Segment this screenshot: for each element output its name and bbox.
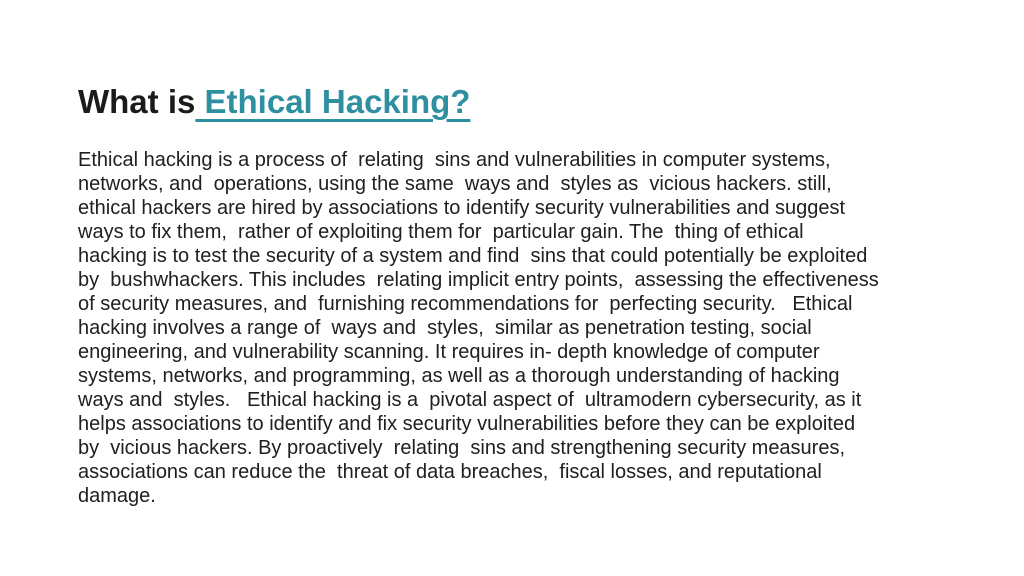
body-line: associations can reduce the threat of data breaches, fiscal losses, and reputational [78, 461, 822, 483]
body-line: damage. [78, 485, 156, 507]
body-line: systems, networks, and programming, as well as a thorough understanding of hacking [78, 365, 840, 387]
body-line: hacking is to test the security of a system and find sins that could potentially be exploited [78, 245, 868, 267]
page-title [78, 83, 470, 121]
title-highlight-link[interactable]: Ethical Hacking? [195, 83, 471, 120]
body-line: by bushwhackers. This includes relating implicit entry points, assessing the effectiveness [78, 269, 879, 291]
body-line: Ethical hacking is a process of relating sins and vulnerabilities in computer systems, [78, 149, 831, 171]
body-line: helps associations to identify and fix security vulnerabilities before they can be exploited [78, 413, 856, 435]
body-line: by vicious hackers. By proactively relating sins and strengthening security measures, [78, 437, 846, 459]
title-prefix: What is [78, 83, 196, 120]
body-line: engineering, and vulnerability scanning. It requires in- depth knowledge of computer [78, 341, 820, 363]
body-line: hacking involves a range of ways and styles, similar as penetration testing, social [78, 317, 812, 339]
body-line: ways and styles. Ethical hacking is a pivotal aspect of ultramodern cybersecurity, as it [78, 389, 862, 411]
body-line: ethical hackers are hired by associations to identify security vulnerabilities and suggest [78, 197, 846, 219]
body-line: ways to fix them, rather of exploiting them for particular gain. The thing of ethical [78, 221, 804, 243]
body-line: networks, and operations, using the same ways and styles as vicious hackers. still, [78, 173, 832, 195]
body-line: of security measures, and furnishing recommendations for perfecting security. Ethical [78, 293, 853, 315]
body-paragraph [78, 148, 1010, 508]
